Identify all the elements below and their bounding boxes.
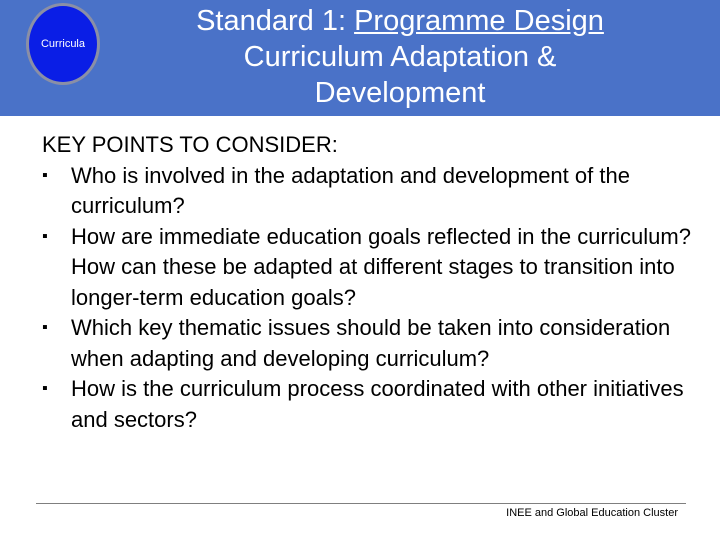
bullet-text: How is the curriculum process coordinated with other initiatives and sectors?: [71, 376, 684, 432]
footer-divider: [36, 503, 686, 504]
list-item: [42, 313, 702, 374]
square-bullet-icon: ▪: [42, 319, 48, 336]
title-prefix: Standard 1:: [196, 5, 355, 37]
list-item: [42, 161, 702, 222]
badge-label: Curricula: [40, 38, 85, 50]
bullet-text: How are immediate education goals reflected in the curriculum? How can these be adapted at different stages to transition into longer-term education goals?: [71, 223, 691, 310]
square-bullet-icon: ▪: [42, 166, 48, 184]
title-line-2: Curriculum Adaptation &: [243, 41, 557, 73]
square-bullet-icon: ▪: [42, 380, 48, 397]
title-line-3: Development: [314, 77, 486, 109]
slide-body: [42, 130, 702, 435]
bullet-list: [42, 161, 702, 436]
footer-credit: INEE and Global Education Cluster: [506, 507, 678, 519]
title-underlined: Programme Design: [354, 5, 604, 37]
title-banner: [0, 0, 720, 116]
slide-title: [130, 3, 670, 111]
bullet-text: Who is involved in the adaptation and development of the curriculum?: [71, 162, 630, 218]
curricula-badge: [26, 3, 100, 85]
bullet-text: Which key thematic issues should be taken into consideration when adapting and developing curriculum?: [71, 315, 671, 371]
list-item: [42, 222, 702, 314]
title-line-1: [130, 3, 670, 39]
list-item: [42, 374, 702, 435]
square-bullet-icon: ▪: [42, 227, 48, 245]
key-points-heading: KEY POINTS TO CONSIDER:: [42, 132, 338, 157]
